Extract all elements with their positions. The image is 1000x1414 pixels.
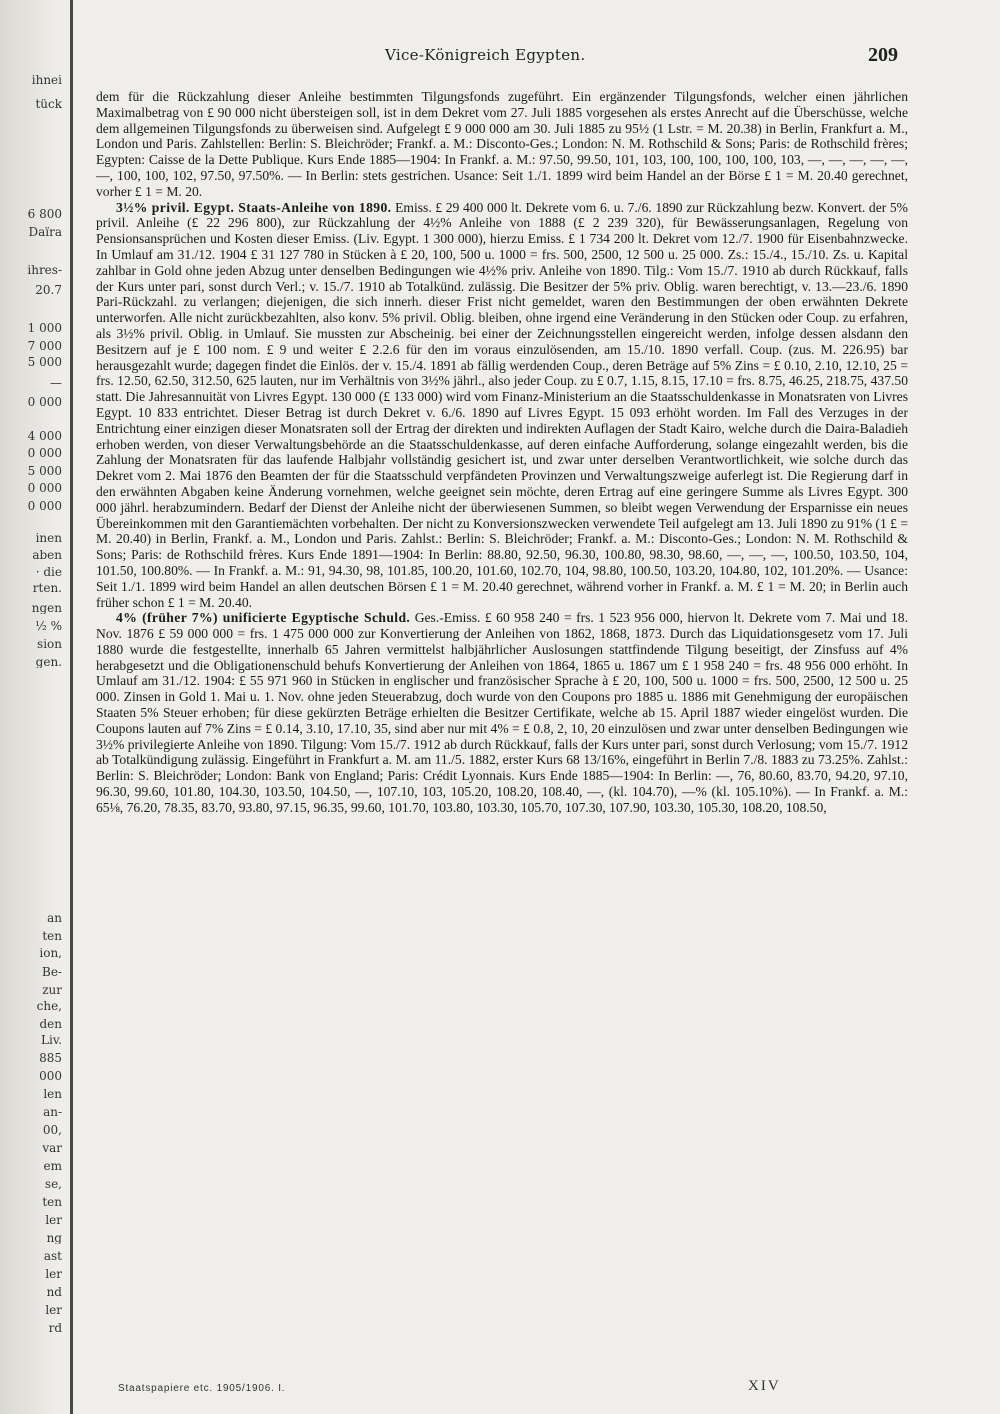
running-head: Vice-Königreich Egypten. bbox=[385, 46, 586, 64]
margin-fragment: 5 000 bbox=[27, 465, 62, 477]
footer-sheet-mark: XIV bbox=[748, 1378, 781, 1394]
margin-fragment: len bbox=[43, 1088, 62, 1100]
margin-fragment: 0 000 bbox=[27, 500, 62, 512]
margin-fragment: rd bbox=[48, 1322, 62, 1334]
margin-fragment: Be- bbox=[42, 966, 62, 978]
margin-fragment: 885 bbox=[39, 1052, 62, 1064]
margin-fragment: — bbox=[50, 377, 62, 389]
margin-fragment: gen. bbox=[35, 656, 62, 668]
margin-fragment: 1 000 bbox=[27, 322, 62, 334]
margin-fragment: ion, bbox=[39, 947, 62, 959]
margin-fragment: 0 000 bbox=[27, 482, 62, 494]
gutter-line bbox=[70, 0, 73, 1414]
margin-fragment: 000 bbox=[39, 1070, 62, 1082]
section-heading: 3½% privil. Egypt. Staats-Anleihe von 1890. bbox=[116, 199, 392, 215]
margin-fragment: ten bbox=[42, 1196, 62, 1208]
margin-fragment: sion bbox=[37, 638, 62, 650]
margin-fragment: 0 000 bbox=[27, 447, 62, 459]
section-heading: 4% (früher 7%) unificierte Egyptische Schuld. bbox=[116, 610, 411, 626]
margin-fragment: 7 000 bbox=[27, 340, 62, 352]
margin-fragment: ng bbox=[46, 1232, 62, 1244]
margin-fragment: Daïra bbox=[28, 226, 62, 238]
margin-fragment: se, bbox=[44, 1178, 62, 1190]
margin-fragment: an- bbox=[43, 1106, 62, 1118]
margin-fragment: tück bbox=[35, 98, 62, 110]
body-text bbox=[96, 89, 908, 816]
page-number: 209 bbox=[868, 44, 898, 66]
margin-fragment: 00, bbox=[42, 1124, 62, 1136]
margin-fragment: 0 000 bbox=[27, 396, 62, 408]
margin-fragment: zur bbox=[42, 984, 62, 996]
section-body: Emiss. £ 29 400 000 lt. Dekrete vom 6. u. 7./6. 1890 zur Rückzahlung bezw. Konvert. der 5% privil. Anleihe (£ 22 296 800), zur Rückzahlung der 4½% Anleihe von 1888 (£ 2 239 320), für Bewässerungsanlagen, Regelung von Pensionsansprüchen und Kosten dieser Emiss. (Liv. Egypt. 1 300 000), hierzu Emiss. £ 1 734 200 lt. Dekret vom 12./7. 1900 für Eisenbahnzwecke. In Umlauf am 31./12. 1904 £ 31 127 780 in Stücken à £ 20, 100, 500 u. 1000 = frs. 500, 2500, 12 500 u. 25 000. Zs.: 15./4., 15./10. Zs. u. Kapital zahlbar in Gold ohne jeden Abzug unter denselben Bedingungen wie 4½% priv. Anleihe von 1890. Tilg.: Vom 15./7. 1910 ab durch Rückkauf, falls der Kurs unter pari, sonst durch Verl.; v. 15./7. 1910 ab Totalkünd. zulässig. Die Besitzer der 5% priv. Oblig. waren berechtigt, v. 13.—23./6. 1890 Pari-Rückzahl. zu verlangen; diejenigen, die sich innerh. dieser Frist nicht gemeldet, waren den Bestimmungen der oben erwähnten Dekrete unterworfen. Alle nicht zurückbezahlten, also konv. 5% privil. Oblig. bleiben, ohne irgend eine Veränderung in den Stücken oder Coup. zu erfahren, als 3½% privil. Oblig. in Umlauf. Sie mussten zur Abscheinig. bei einer der Zeichnungsstellen eingereicht werden, infolge dessen alsdann den Besitzern auf je £ 100 nom. £ 9 und weiter £ 2.2.6 für den im voraus einzulösenden, am 15./10. 1890 verfall. Coup. (zus. M. 226.95) bar herausgezahlt wurde; dagegen findet die Einlös. der v. 15./4. 1891 ab fällig werdenden Coup., deren Beträge auf 5% Zins = £ 0.10, 2.10, 12.10, 25 = frs. 12.50, 62.50, 312.50, 625 lauten, nur im Verhältnis von 3½% jährl., also jeder Coup. zu £ 0.7, 1.15, 8.15, 17.10 = frs. 8.75, 46.25, 218.75, 437.50 statt. Die Jahresannuität von Livres Egypt. 130 000 (£ 133 000) wird vom Finanz-Ministerium an die Staatsschuldenkasse in Monatsraten von Livres Egypt. 10 833 entrichtet. Dieser Betrag ist durch Dekret v. 6./6. 1890 auf Livres Egypt. 15 093 erhöht worden. Im Fall des Verzuges in der Entrichtung einer einzigen dieser Monatsraten soll der Ertrag der direkten und indirekten Auflagen der Stadt Kairo, welche durch die Daira-Baladieh erhoben werden, von dieser Verwaltungsbehörde an die Staatsschuldenkasse, auf deren einfache Aufforderung, solange eingezahlt werden, bis die Zahlung der Monatsraten für das laufende Halbjahr vollständig gesichert ist, und zwar unter derselben Verantwortlichkeit, wie solche durch das Dekret vom 2. Mai 1876 den Beamten der für die Staatsschuld verpfändeten Provinzen und Verwaltungszweige auferlegt ist. Die Regierung darf in den erwähnten Abgaben keine Änderung vornehmen, welche geeignet sein möchte, deren Ertrag auf eine geringere Summe als Livres Egypt. 300 000 jährl. herabzumindern. Bedarf der Dienst der Anleihe nicht der überwiesenen Summen, so bleibt wegen Verwendung der Ersparnisse ein neues Übereinkommen mit den Garantiemächten vorbehalten. Der nicht zu Konversionszwecken verwendete Teil aufgelegt am 13. Juli 1890 zu 91% (1 £ = M. 20.40) in Berlin, Frankf. a. M., London und Paris. Zahlst.: Berlin: S. Bleichröder; Frankf. a. M.: Disconto-Ges.; London: N. M. Rothschild & Sons; Paris: de Rothschild frères. Kurs Ende 1891—1904: In Berlin: 88.80, 92.50, 96.30, 100.80, 98.30, 98.60, —, —, —, 100.50, 103.50, 104, 101.50, 100.80%. — In Frankf. a. M.: 91, 94.30, 98, 101.85, 100.20, 101.60, 102.70, 104, 98.80, 100.50, 103.20, 104.80, 102, 101.20%. — Usance: Seit 1./1. 1899 wird beim Handel an allen deutschen Börsen £ 1 = M. 20.40 gerechnet, während vorher in Frankf. a. M. £ 1 = M. 20; in Berlin auch früher schon £ 1 = M. 20.40. bbox=[96, 199, 909, 610]
margin-fragment: ler bbox=[45, 1214, 62, 1226]
margin-fragment: var bbox=[42, 1142, 62, 1154]
margin-fragment: aben bbox=[32, 549, 62, 561]
margin-fragment: 4 000 bbox=[27, 430, 62, 442]
margin-fragment: ihnei bbox=[31, 74, 62, 86]
margin-fragment: inen bbox=[35, 532, 62, 544]
margin-fragment: ler bbox=[45, 1268, 62, 1280]
margin-fragment: ler bbox=[45, 1304, 62, 1316]
margin-fragment: ihres- bbox=[27, 264, 62, 276]
paragraph-staats-anleihe-1890 bbox=[96, 200, 908, 611]
margin-fragment: 5 000 bbox=[27, 356, 62, 368]
margin-fragment: 6 800 bbox=[27, 208, 62, 220]
footer-signature: Staatspapiere etc. 1905/1906. I. bbox=[118, 1383, 286, 1394]
margin-fragment: an bbox=[47, 912, 62, 924]
margin-fragment: ten bbox=[42, 930, 62, 942]
paragraph-unificierte-schuld bbox=[96, 610, 908, 815]
margin-fragment: · die bbox=[35, 566, 62, 578]
margin-fragment: den bbox=[39, 1018, 62, 1030]
margin-fragment: ½ % bbox=[35, 620, 62, 632]
margin-fragment: Liv. bbox=[41, 1034, 62, 1046]
margin-fragment: ast bbox=[43, 1250, 62, 1262]
margin-fragment: che, bbox=[36, 1000, 62, 1012]
margin-fragment: rten. bbox=[32, 582, 62, 594]
section-body: Ges.-Emiss. £ 60 958 240 = frs. 1 523 956 000, hiervon lt. Dekrete vom 7. Mai und 18. Nov. 1876 £ 59 000 000 = frs. 1 475 000 000 zur Konvertierung der Anleihen von 1862, 1868, 1873. Durch das Liquidationsgesetz vom 17. Juli 1880 wurde die festgestellte, innerhalb 65 Jahren vermittelst halbjährlicher Auslosungen stattfindende Tilgung beseitigt, der Zinsfuss auf 4% herabgesetzt und die Obligationenschuld behufs Konvertierung der Anleihen von 1864, 1865 u. 1867 um £ 1 958 240 = frs. 48 956 000 erhöht. In Umlauf am 31./12. 1904: £ 55 971 960 in Stücken in englischer und französischer Sprache à £ 20, 100, 500 u. 1000 = frs. 500, 2500, 12 500 u. 25 000. Zinsen in Gold 1. Mai u. 1. Nov. ohne jeden Steuerabzug, doch wurde von den Coupons pro 1885 u. 1886 mit Genehmigung der europäischen Staaten 5% Steuer erhoben; für diese gekürzten Beträge erhielten die Besitzer Certifikate, welche ab 15. April 1887 wieder eingelöst wurden. Die Coupons lauten auf 7% Zins = £ 0.14, 3.10, 17.10, 35, sind aber nur mit 4% = £ 0.8, 2, 10, 20 einzulösen und zwar unter denselben Bedingungen wie 3½% privilegierte Anleihe von 1890. Tilgung: Vom 15./7. 1912 ab durch Rückkauf, falls der Kurs unter pari, sonst durch Verlosung; vom 15./7. 1912 ab Totalkündigung zulässig. Eingeführt in Frankfurt a. M. am 11./5. 1882, erster Kurs 68 13/16%, eingeführt in Berlin 7./8. 1883 zu 73.25%. Zahlst.: Berlin: S. Bleichröder; London: Bank von England; Paris: Crédit Lyonnais. Kurs Ende 1885—1904: In Berlin: —, 76, 80.60, 83.70, 94.20, 97.10, 96.30, 99.60, 101.80, 104.30, 103.50, 104.50, —, 107.10, 103, 105.20, 108.20, 108.40, —, (kl. 104.70), —% (kl. 105.10%). — In Frankf. a. M.: 65⅛, 76.20, 78.35, 83.70, 93.80, 97.15, 96.35, 99.60, 101.70, 103.80, 103.30, 105.70, 107.30, 107.90, 103.30, 105.30, 108.20, 108.50, bbox=[96, 610, 908, 815]
margin-fragment: nd bbox=[46, 1286, 62, 1298]
margin-fragment: em bbox=[43, 1160, 62, 1172]
paragraph-tilgungsfonds: dem für die Rückzahlung dieser Anleihe bestimmten Tilgungsfonds zugeführt. Ein ergänzender Tilgungsfonds, welcher einen jährlichen Maximalbetrag von £ 90 000 nicht übersteigen soll, ist in dem Dekret vom 27. Juli 1885 vorgesehen als erstes Anrecht auf die Überschüsse, welche dem allgemeinen Tilgungsfonds zu überweisen sind. Aufgelegt £ 9 000 000 am 30. Juli 1885 zu 95½ (1 Lstr. = M. 20.38) in Berlin, Frankfurt a. M., London und Paris. Zahlstellen: Berlin: S. Bleichröder; Frankf. a. M.: Disconto-Ges.; London: N. M. Rothschild & Sons; Paris: de Rothschild frères; Egypten: Caisse de la Dette Publique. Kurs Ende 1885—1904: In Frankf. a. M.: 97.50, 99.50, 101, 103, 100, 100, 100, 100, 103, —, —, —, —, —, —, 100, 100, 102, 97.50, 97.50%. — In Berlin: stets gestrichen. Usance: Seit 1./1. 1899 wird beim Handel an der Börse £ 1 = M. 20.40 gerechnet, vorher £ 1 = M. 20. bbox=[96, 89, 908, 199]
margin-fragment: ngen bbox=[31, 602, 62, 614]
margin-fragment: 20.7 bbox=[35, 284, 62, 296]
